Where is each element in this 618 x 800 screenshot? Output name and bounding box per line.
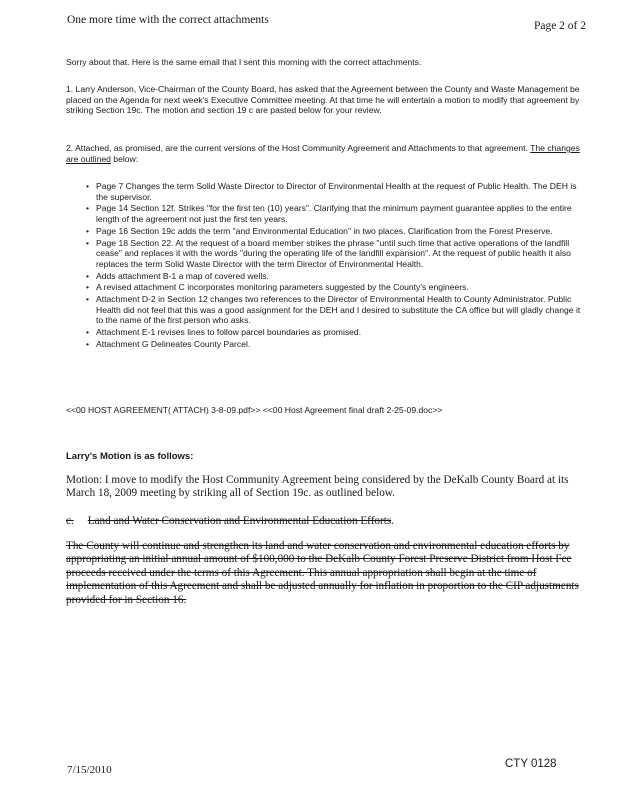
item-2-tail: below: xyxy=(110,153,139,164)
list-item: • Attachment G Delineates County Parcel. xyxy=(86,339,582,350)
list-item: • Page 18 Section 22. At the request of a board member strikes the phrase "until such time that active operations of the landfill cease" and replaces it with the words "during the operating life of the landfill expansion". At the request of public health it also replaces the term Solid Waste Director with the term Director of Environmental Health. xyxy=(86,238,582,270)
list-item: • Attachment E-1 revises lines to follow parcel boundaries as promised. xyxy=(86,327,582,338)
item-1-paragraph: 1. Larry Anderson, Vice-Chairman of the County Board, has asked that the Agreement between the County and Waste Management be placed on the Agenda for next week's Executive Committee meeting. At that time he will entertain a motion to modify that agreement by striking Section 19c. The motion and section 19 c are pasted below for your review. xyxy=(66,84,580,116)
changes-list xyxy=(86,181,582,351)
item-2-paragraph xyxy=(66,143,582,164)
list-item: • A revised attachment C incorporates monitoring parameters suggested by the County's engineers. xyxy=(86,282,582,293)
list-item: • Page 16 Section 19c adds the term "and Environmental Education" in two places. Clarification from the Forest Preserve. xyxy=(86,226,582,237)
motion-text: Motion: I move to modify the Host Community Agreement being considered by the DeKalb County Board at its March 18, 2009 meeting by striking all of Section 19c. as outlined below. xyxy=(66,474,569,500)
attachments-line: <<00 HOST AGREEMENT( ATTACH) 3-8-09.pdf>> <<00 Host Agreement final draft 2-25-09.doc>> xyxy=(66,405,443,415)
list-item: • Attachment D-2 in Section 12 changes two references to the Director of Environmental Health to County Administrator. Public Health did not feel that this was a good assignment for the DEH and I desired to substitute the CA office but will gladly change it to the name of the first person who asks. xyxy=(86,294,582,326)
section-19c-heading xyxy=(66,515,582,528)
intro-paragraph: Sorry about that. Here is the same email that I sent this morning with the correct attachments. xyxy=(66,57,422,67)
section-letter: c. xyxy=(66,515,74,527)
list-item: • Page 7 Changes the term Solid Waste Director to Director of Environmental Health at the request of Public Health. The DEH is the supervisor. xyxy=(86,181,582,202)
item-2-underlined: The changes are outlined xyxy=(66,143,580,164)
page-number: Page 2 of 2 xyxy=(533,20,586,32)
bates-number: CTY 0128 xyxy=(505,758,557,770)
footer-date: 7/15/2010 xyxy=(67,764,112,776)
email-subject: One more time with the correct attachments xyxy=(67,14,269,26)
struck-section-text: The County will continue and strengthen its land and water conservation and environmental education efforts by appropriating an initial annual amount of $100,000 to the DeKalb County Forest Preserve District from Host Fee proceeds received under the terms of this Agreement. This annual appropriation shall begin at the time of implementation of this Agreement and shall be adjusted annually for inflation in proportion to the CIP adjustments provided for in Section 16. xyxy=(66,540,579,606)
section-title: Land and Water Conservation and Environmental Education Efforts xyxy=(87,515,392,527)
list-item: • Page 14 Section 12f. Strikes "for the first ten (10) years". Clarifying that the minimum payment guarantee applies to the entire length of the agreement not just the first ten years. xyxy=(86,203,582,224)
section-title-tail: . xyxy=(391,515,395,527)
list-item: • Adds attachment B-1 a map of covered wells. xyxy=(86,271,582,282)
motion-heading: Larry's Motion is as follows: xyxy=(66,451,194,462)
item-2-lead: 2. Attached, as promised, are the current versions of the Host Community Agreement and Attachments to that agreement. xyxy=(66,143,531,153)
